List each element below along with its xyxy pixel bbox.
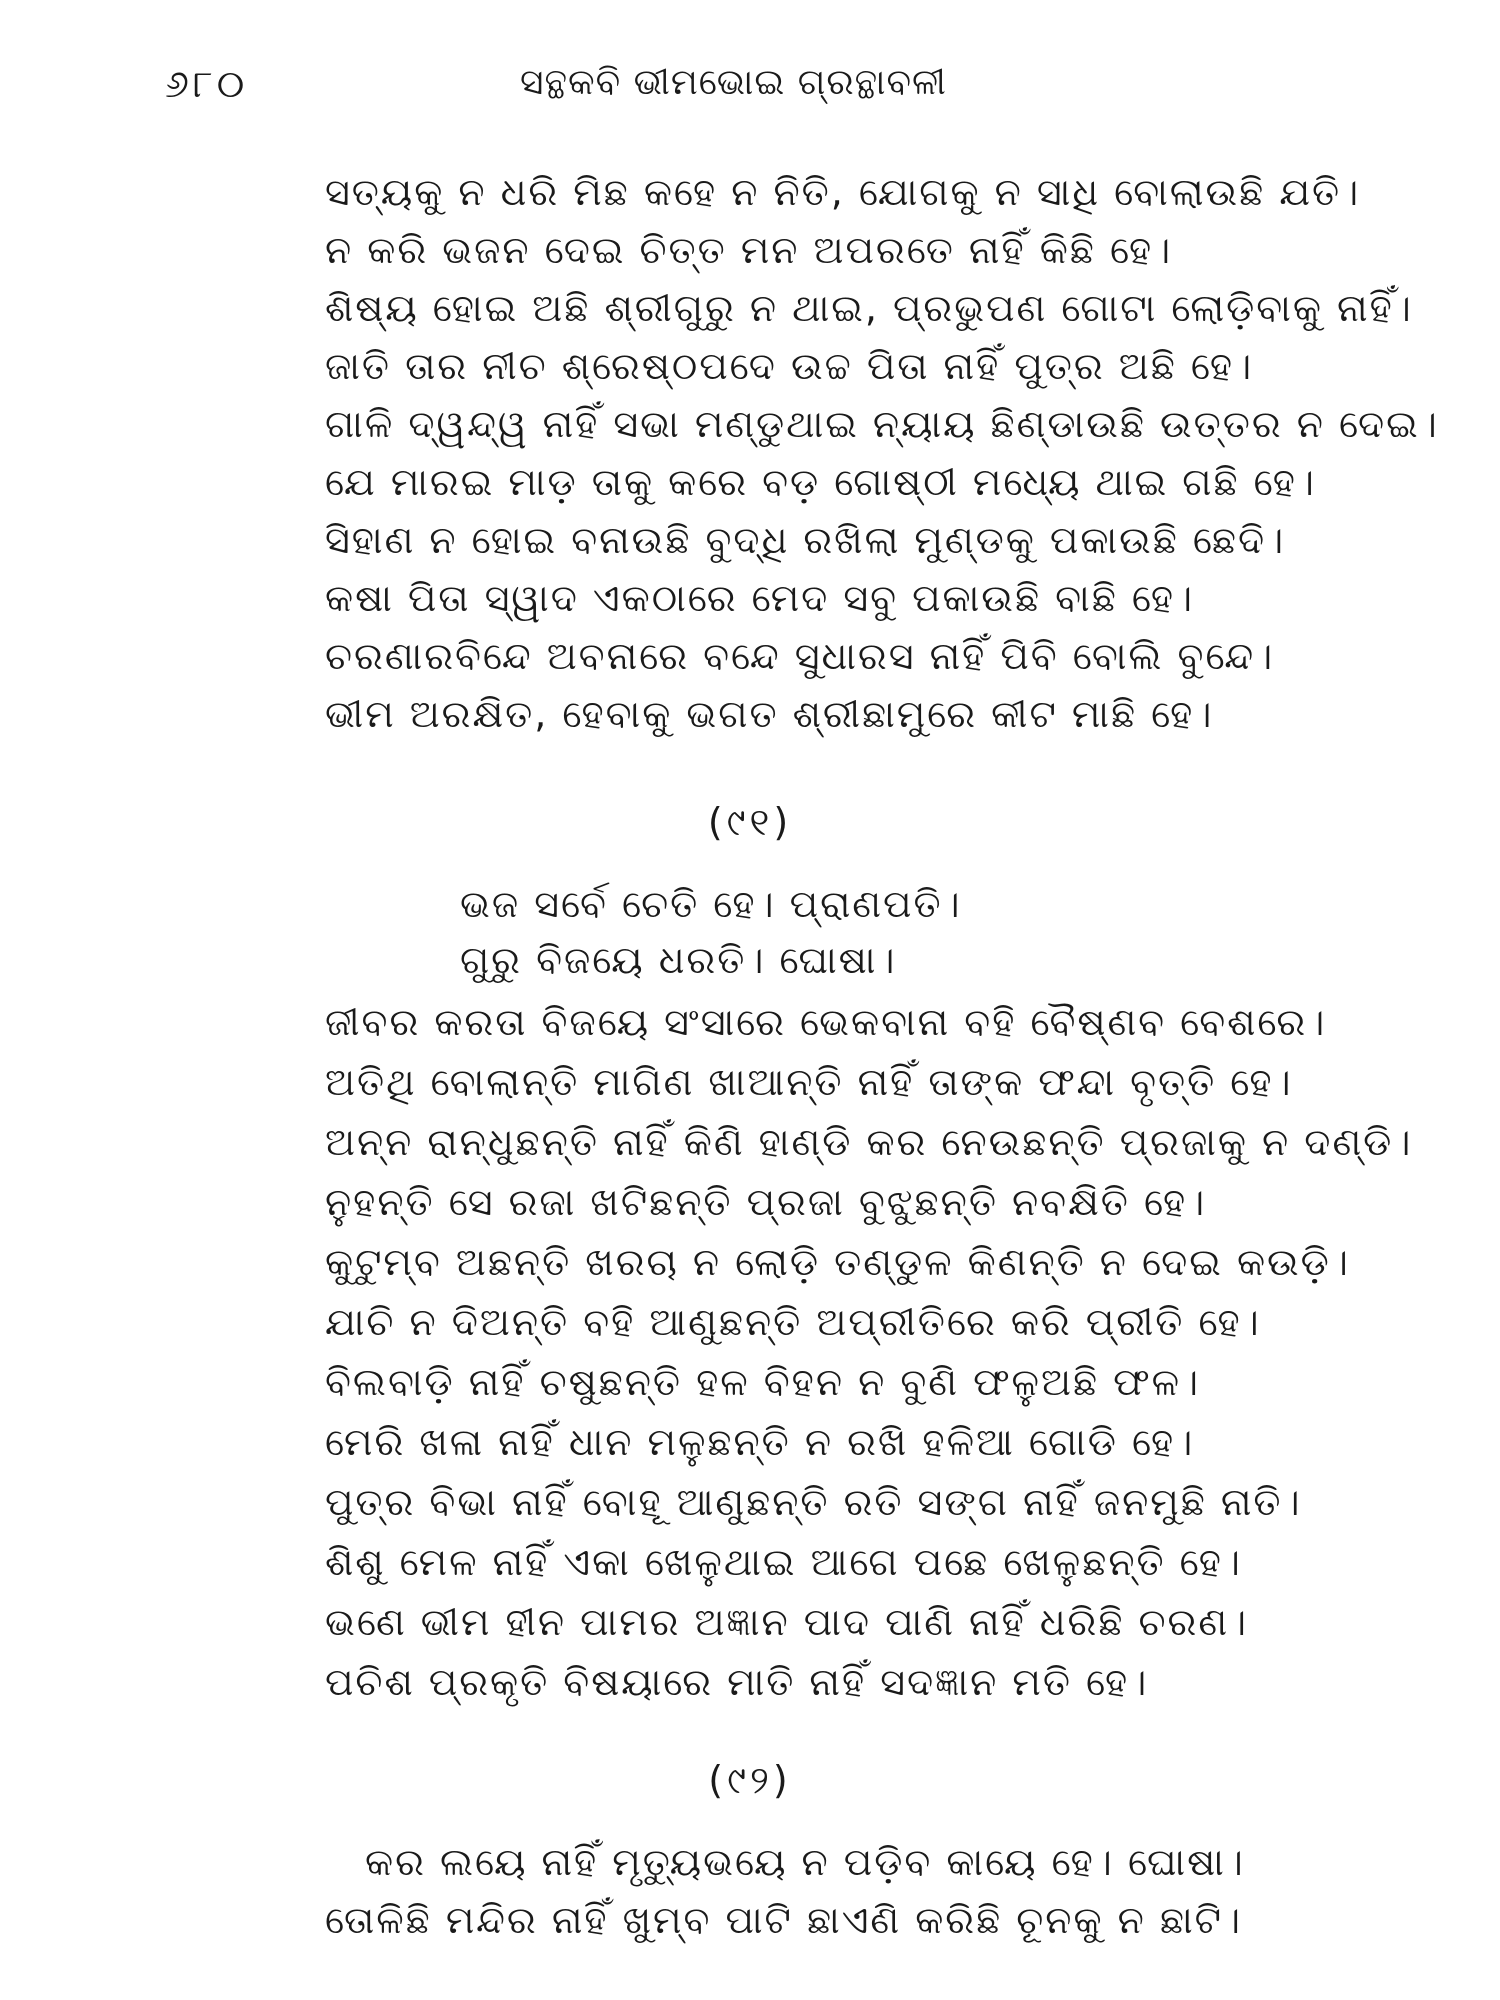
verse-line: ଶିଷ୍ୟ ହୋଇ ଅଛି ଶ୍ରୀଗୁରୁ ନ ଥାଇ, ପ୍ରଭୁପଣ ଗୋଟା ଲୋଡ଼ିବାକୁ ନାହିଁ। (325, 286, 1413, 330)
verse-line: ସିହାଣ ନ ହୋଇ ବନାଉଛି ବୁଦ୍ଧି ରଖିଲା ମୁଣ୍ଡକୁ ପକାଉଛି ଛେଦି। (325, 518, 1286, 562)
verse-line: ପଚିଶ ପ୍ରକୃତି ବିଷୟାରେ ମାତି ନାହିଁ ସଦଜ୍ଞାନ ମତି ହେ। (325, 1660, 1149, 1704)
verse-line: ଜୀବର କରତା ବିଜୟେ ସଂସାରେ ଭେକବାନା ବହି ବୈଷ୍ଣବ ବେଶରେ। (325, 1000, 1327, 1044)
verse-line: ଗାଳି ଦ୍ୱନ୍ଦ୍ୱ ନାହିଁ ସଭା ମଣ୍ଡୁଥାଇ ନ୍ୟାୟ ଛିଣ୍ଡାଉଛି ଉତ୍ତର ନ ଦେଇ। (325, 402, 1439, 446)
verse-line: ଅତିଥି ବୋଲାନ୍ତି ମାଗିଣ ଖାଆନ୍ତି ନାହିଁ ତାଙ୍କ ଫନ୍ଦା ବୃତ୍ତି ହେ। (325, 1060, 1293, 1104)
page-number: ୬୮୦ (165, 62, 249, 106)
verse-line: କର ଲୟେ ନାହିଁ ମୃତ୍ୟୁଭୟେ ନ ପଡ଼ିବ କାୟେ ହେ। ଘୋଷା। (365, 1840, 1245, 1884)
verse-line: ତୋଳିଛି ମନ୍ଦିର ନାହିଁ ଖୁମ୍ବ ପାଟି ଛାଏଣି କରିଛି ଚୂନକୁ ନ ଛାଟି। (325, 1898, 1243, 1942)
verse-line: ନ କରି ଭଜନ ଦେଇ ଚିତ୍ତ ମନ ଅପରତେ ନାହିଁ କିଛି ହେ। (325, 228, 1173, 272)
verse-line: ଜାତି ତାର ନୀଚ ଶ୍ରେଷ୍ଠପଦେ ଉଚ୍ଚ ପିତା ନାହିଁ ପୁତ୍ର ଅଛି ହେ। (325, 344, 1254, 388)
refrain-line: ଗୁରୁ ବିଜୟେ ଧରତି। ଘୋଷା। (460, 938, 897, 982)
book-title: ସନ୍ଥକବି ଭୀମଭୋଇ ଗ୍ରନ୍ଥାବଳୀ (520, 62, 947, 103)
page-header (0, 62, 1500, 122)
verse-line: ଯେ ମାରଇ ମାଡ଼ ତାକୁ କରେ ବଡ଼ ଗୋଷ୍ଠୀ ମଧ୍ୟେ ଥାଇ ଗଛି ହେ। (325, 460, 1316, 504)
verse-line: ଭୀମ ଅରକ୍ଷିତ, ହେବାକୁ ଭଗତ ଶ୍ରୀଛାମୁରେ କୀଟ ମାଛି ହେ। (325, 692, 1214, 736)
verse-line: ଯାଚି ନ ଦିଅନ୍ତି ବହି ଆଣୁଛନ୍ତି ଅପ୍ରୀତିରେ କରି ପ୍ରୀତି ହେ। (325, 1300, 1261, 1344)
verse-line: ଚରଣାରବିନ୍ଦେ ଅବନାରେ ବନ୍ଦେ ସୁଧାରସ ନାହିଁ ପିବି ବୋଲି ବୁନ୍ଦେ। (325, 634, 1275, 678)
refrain-line: ଭଜ ସର୍ବେ ଚେତି ହେ। ପ୍ରାଣପତି। (460, 882, 962, 926)
verse-line: ବିଲବାଡ଼ି ନାହିଁ ଚଷୁଛନ୍ତି ହଳ ବିହନ ନ ବୁଣି ଫଳୁଅଛି ଫଳ। (325, 1360, 1201, 1404)
verse-line: ଶିଶୁ ମେଳ ନାହିଁ ଏକା ଖେଳୁଥାଇ ଆଗେ ପଛେ ଖେଳୁଛନ୍ତି ହେ। (325, 1540, 1242, 1584)
verse-line: କଷା ପିତା ସ୍ୱାଦ ଏକଠାରେ ମେଦ ସବୁ ପକାଉଛି ବାଛି ହେ। (325, 576, 1195, 620)
section-number-92: (୯୨) (708, 1758, 792, 1802)
verse-line: ସତ୍ୟକୁ ନ ଧରି ମିଛ କହେ ନ ନିତି, ଯୋଗକୁ ନ ସାଧି ବୋଲାଉଛି ଯତି। (325, 170, 1361, 214)
verse-line: ମେରି ଖଳା ନାହିଁ ଧାନ ମଳୁଛନ୍ତି ନ ରଖି ହଳିଆ ଗୋଡି ହେ। (325, 1420, 1195, 1464)
section-number-91: (୯୧) (707, 800, 793, 844)
verse-line: କୁଟୁମ୍ବ ଅଛନ୍ତି ଖରଚା ନ ଲୋଡ଼ି ତଣ୍ଡୁଳ କିଣନ୍ତି ନ ଦେଇ କଉଡ଼ି। (325, 1240, 1350, 1284)
verse-line: ଭଣେ ଭୀମ ହୀନ ପାମର ଅଜ୍ଞାନ ପାଦ ପାଣି ନାହିଁ ଧରିଛି ଚରଣ। (325, 1600, 1249, 1644)
verse-line: ଅନ୍ନ ରାନ୍ଧୁଛନ୍ତି ନାହିଁ କିଣି ହାଣ୍ଡି କର ନେଉଛନ୍ତି ପ୍ରଜାକୁ ନ ଦଣ୍ଡି। (325, 1120, 1413, 1164)
verse-line: ପୁତ୍ର ବିଭା ନାହିଁ ବୋହୂ ଆଣୁଛନ୍ତି ରତି ସଙ୍ଗ ନାହିଁ ଜନମୁଛି ନାତି। (325, 1480, 1302, 1524)
verse-line: ନୁହନ୍ତି ସେ ରଜା ଖଟିଛନ୍ତି ପ୍ରଜା ବୁଝୁଛନ୍ତି ନବକ୍ଷିତି ହେ। (325, 1180, 1207, 1224)
